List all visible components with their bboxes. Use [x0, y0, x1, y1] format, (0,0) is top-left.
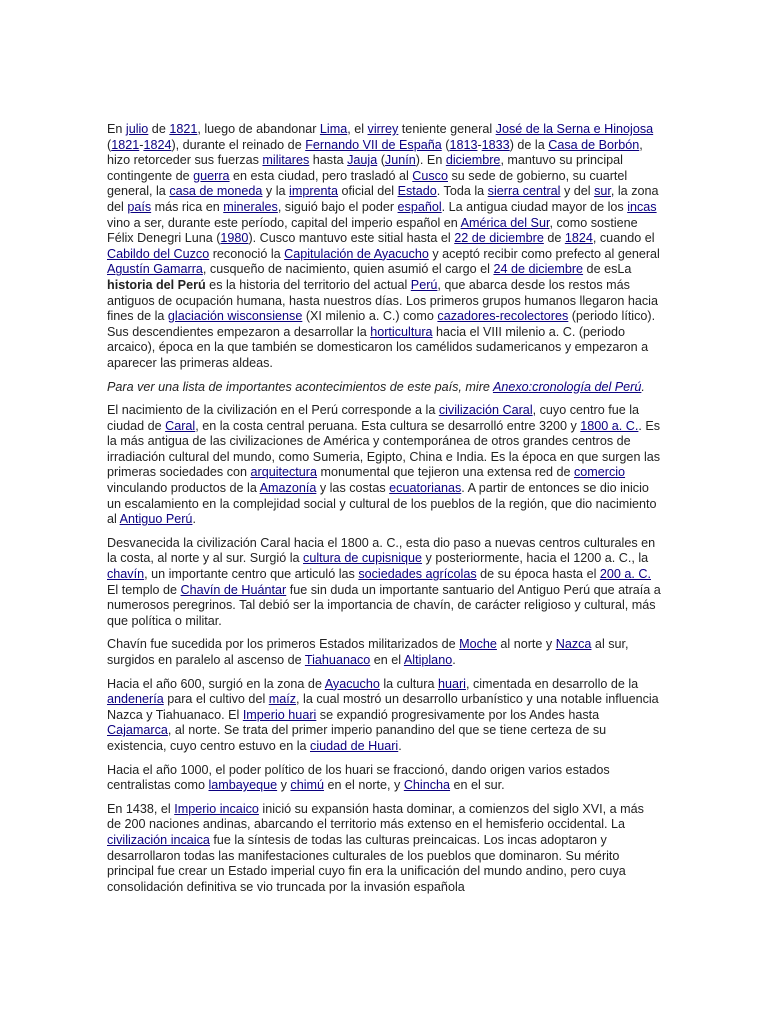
wiki-link[interactable]: ecuatorianas: [389, 481, 462, 496]
wiki-link[interactable]: Moche: [459, 637, 497, 652]
wiki-link[interactable]: José de la Serna e Hinojosa: [495, 122, 654, 136]
text-run: de: [148, 122, 170, 136]
text-run: Hacia el año 600, surgió en la zona de: [107, 676, 325, 691]
wiki-link[interactable]: 1980: [220, 231, 249, 246]
text-run: , cimentada en desarrollo de la: [465, 676, 639, 691]
wiki-link[interactable]: casa de moneda: [169, 184, 263, 199]
article-paragraph: [107, 122, 661, 372]
wiki-link[interactable]: Cajamarca: [107, 723, 168, 738]
wiki-link[interactable]: 1821: [111, 137, 140, 152]
wiki-link[interactable]: Imperio huari: [242, 707, 317, 722]
text-run: , que abarca desde los restos más antiguos de ocupación humana, hasta nuestros días. Los primeros grupos humanos llegaron hacia fines de la: [107, 277, 658, 324]
wiki-link[interactable]: Jauja: [347, 153, 378, 168]
text-run: para el cultivo del: [163, 692, 269, 707]
article-paragraph: [107, 763, 661, 794]
text-run: y posteriormente, hacia el 1200 a. C., la: [422, 551, 649, 566]
wiki-link[interactable]: Imperio incaico: [174, 801, 259, 816]
text-run: . La antigua ciudad mayor de los: [441, 199, 628, 214]
article-paragraph: [107, 802, 661, 896]
text-run: la cultura: [379, 676, 438, 691]
text-run: , la zona del: [107, 184, 659, 214]
text-run: vino a ser, durante este período, capital del imperio español en: [107, 215, 461, 230]
wiki-link[interactable]: Amazonía: [259, 481, 317, 496]
text-run: se expandió progresivamente por los Andes hasta: [316, 707, 600, 722]
text-run: El templo de: [107, 582, 181, 597]
text-run: de esLa: [583, 262, 632, 277]
wiki-link[interactable]: chimú: [290, 778, 325, 793]
text-run: -: [139, 137, 144, 152]
text-run: ). Cusco mantuvo este sitial hasta el: [248, 231, 455, 246]
text-run: y aceptó recibir como prefecto al general: [428, 246, 660, 261]
wiki-link[interactable]: 1821: [169, 122, 198, 136]
wiki-link[interactable]: 1824: [143, 137, 172, 152]
wiki-link[interactable]: incas: [627, 199, 657, 214]
text-run: inició su expansión hasta dominar, a comienzos del siglo XVI, a más de 200 naciones andinas, abarcando el territorio más extenso en el hemisferio occidental. La: [107, 801, 644, 832]
wiki-link[interactable]: Estado: [397, 184, 437, 199]
text-run: ). En: [415, 153, 446, 168]
text-run: en el norte, y: [324, 778, 404, 793]
wiki-link[interactable]: Nazca: [555, 637, 592, 652]
text-run: es la historia del territorio del actual: [205, 277, 411, 292]
text-run: al norte y: [496, 637, 556, 652]
wiki-link[interactable]: Perú: [410, 277, 438, 292]
text-run: El nacimiento de la civilización en el Perú corresponde a la: [107, 403, 439, 418]
text-run: fue sin duda un importante santuario del Antiguo Perú que atraía a numerosos peregrinos. Tal debió ser la importancia de chavín, de carácter religioso y cultural, más que política o militar.: [107, 582, 661, 628]
wiki-link[interactable]: 24 de diciembre: [493, 262, 584, 277]
text-run: teniente general: [398, 122, 496, 136]
wiki-link[interactable]: Antiguo Perú: [119, 512, 193, 527]
wiki-link[interactable]: guerra: [193, 168, 230, 183]
text-run: , la cual mostró un desarrollo urbanístico y una notable influencia Nazca y Tiahuanaco. El: [107, 692, 659, 722]
wiki-link[interactable]: cultura de cupisnique: [303, 551, 423, 566]
wiki-link[interactable]: glaciación wisconsiense: [167, 309, 303, 324]
text-run: , en la costa central peruana. Esta cultura se desarrolló entre 3200 y: [195, 418, 581, 433]
text-run: .: [398, 738, 402, 753]
text-run: , cuyo centro fue la ciudad de: [107, 403, 640, 433]
text-run: En 1438, el: [107, 801, 175, 816]
text-run: de: [543, 231, 565, 246]
text-run: . A partir de entonces se dio inicio un escalamiento en la complejidad social y cultural de los pueblos de la región, que dio nacimiento al: [107, 481, 657, 527]
wiki-link[interactable]: Tiahuanaco: [304, 653, 371, 667]
text-run: , cuando el: [592, 231, 655, 246]
wiki-link[interactable]: Caral: [165, 418, 196, 433]
text-run: fue la síntesis de todas las culturas preincaicas. Los incas adoptaron y desarrollaron todas las manifestaciones culturales de los pueblos que dominaron. Su mérito principal fue crear un Estado imperial cuyo fin era la unificación del mundo andino, pero cuya consolidación definitiva se vio truncada por la invasión española: [107, 832, 626, 894]
wiki-link[interactable]: español: [397, 199, 442, 214]
article-paragraph: [107, 637, 661, 668]
text-run: en esta ciudad, pero trasladó al: [229, 168, 413, 183]
wiki-link[interactable]: Lima: [319, 122, 348, 136]
text-run: (: [377, 153, 385, 168]
text-run: , un importante centro que articuló las: [144, 567, 359, 582]
wiki-link[interactable]: horticultura: [370, 324, 433, 339]
wiki-link[interactable]: 1824: [564, 231, 593, 246]
wiki-link[interactable]: Ayacucho: [324, 676, 380, 691]
wiki-link[interactable]: maíz: [268, 692, 297, 707]
wiki-link[interactable]: Chincha: [403, 778, 451, 793]
wiki-link[interactable]: 200 a. C.: [599, 567, 651, 582]
text-run: (: [107, 137, 112, 152]
text-run: hasta: [309, 153, 348, 168]
text-run: ), durante el reinado de: [171, 137, 306, 152]
text-run: más rica en: [151, 199, 224, 214]
wiki-link[interactable]: civilización incaica: [107, 832, 210, 847]
text-run: . Es la más antigua de las civilizaciones de América y contemporánea de otros grandes centros de irradiación cultural del mundo, como Sumeria, Egipto, China e India. Es la época en que surgen las primeras sociedades con: [107, 418, 661, 480]
text-run: Chavín fue sucedida por los primeros Estados militarizados de: [107, 637, 460, 652]
wiki-link[interactable]: 1800 a. C.: [580, 418, 639, 433]
wiki-link[interactable]: Altiplano: [403, 653, 453, 667]
article-paragraph: [107, 677, 661, 755]
text-run: , al norte. Se trata del primer imperio panandino del que se tiene certeza de su existencia, cuyo centro estuvo en la: [107, 723, 607, 753]
text-run: , el: [347, 122, 368, 136]
wiki-link[interactable]: militares: [262, 153, 310, 168]
text-run: en el sur.: [450, 778, 505, 793]
text-run: .: [192, 512, 196, 527]
text-run: vinculando productos de la: [107, 481, 260, 496]
wiki-link[interactable]: huari: [437, 676, 466, 691]
text-run: , hizo retorceder sus fuerzas: [107, 137, 643, 168]
bold-term: historia del Perú: [107, 277, 206, 292]
wiki-link[interactable]: julio: [125, 122, 149, 136]
text-run: (XI milenio a. C.) como: [302, 309, 438, 324]
text-run: (periodo lítico). Sus descendientes empezaron a desarrollar la: [107, 309, 656, 339]
article-body: [107, 122, 661, 903]
text-run: en el: [370, 653, 404, 667]
text-run: Hacia el año 1000, el poder político de los huari se fraccionó, dando origen varios estados centralistas como: [107, 762, 610, 793]
text-run: , siguió bajo el poder: [277, 199, 398, 214]
wiki-link[interactable]: lambayeque: [208, 778, 278, 793]
wiki-link[interactable]: Anexo:cronología del Perú: [492, 379, 642, 394]
text-run: y la: [262, 184, 290, 199]
wiki-link[interactable]: comercio: [573, 465, 626, 480]
text-run: .: [641, 379, 645, 394]
text-run: de su época hasta el: [476, 567, 600, 582]
wiki-link[interactable]: Chavín de Huántar: [180, 582, 287, 597]
wiki-link[interactable]: cazadores-recolectores: [437, 309, 569, 324]
wiki-link[interactable]: Casa de Borbón: [548, 137, 640, 152]
wiki-link[interactable]: América del Sur: [460, 215, 550, 230]
wiki-link[interactable]: Cabildo del Cuzco: [107, 246, 210, 261]
wiki-link[interactable]: sierra central: [487, 184, 561, 199]
wiki-link[interactable]: andenería: [107, 692, 164, 707]
text-run: -: [477, 137, 482, 152]
text-run: reconoció la: [209, 246, 285, 261]
wiki-link[interactable]: sociedades agrícolas: [358, 567, 477, 582]
text-run: .: [452, 653, 456, 667]
wiki-link[interactable]: ciudad de Huari: [310, 738, 399, 753]
text-run: (: [441, 137, 450, 152]
text-run: Desvanecida la civilización Caral hacia el 1800 a. C., esta dio paso a nuevas centros culturales en la costa, al norte y al sur. Surgió la: [107, 535, 656, 566]
wiki-link[interactable]: Capitulación de Ayacucho: [284, 246, 429, 261]
text-run: su sede de gobierno, su cuartel general, la: [107, 168, 628, 199]
wiki-link[interactable]: Fernando VII de España: [305, 137, 442, 152]
wiki-link[interactable]: sur: [594, 184, 611, 199]
wiki-link[interactable]: virrey: [367, 122, 399, 136]
wiki-link[interactable]: diciembre: [445, 153, 501, 168]
text-run: . Toda la: [436, 184, 488, 199]
wiki-link[interactable]: arquitectura: [250, 465, 318, 480]
text-run: ) de la: [509, 137, 549, 152]
text-run: En: [107, 122, 126, 136]
wiki-link[interactable]: 1833: [481, 137, 510, 152]
text-run: , mantuvo su principal contingente de: [107, 153, 623, 183]
wiki-link[interactable]: Junín: [384, 153, 416, 168]
wiki-link[interactable]: imprenta: [289, 184, 339, 199]
article-paragraph: [107, 536, 661, 630]
wiki-link[interactable]: Agustín Gamarra: [107, 262, 203, 277]
see-also-note: [107, 380, 661, 396]
wiki-link[interactable]: chavín: [107, 567, 145, 582]
wiki-link[interactable]: minerales: [223, 199, 278, 214]
text-run: y del: [560, 184, 595, 199]
text-run: , luego de abandonar: [197, 122, 320, 136]
text-run: , como sostiene Félix Denegri Luna (: [107, 215, 638, 246]
wiki-link[interactable]: país: [127, 199, 152, 214]
text-run: y: [277, 778, 291, 793]
wiki-link[interactable]: 1813: [449, 137, 478, 152]
text-run: , cusqueño de nacimiento, quien asumió el cargo el: [202, 262, 494, 277]
text-run: oficial del: [338, 184, 398, 199]
wiki-link[interactable]: Cusco: [412, 168, 448, 183]
text-run: Para ver una lista de importantes acontecimientos de este país, mire: [107, 379, 493, 394]
text-run: hacia el VIII milenio a. C. (periodo arcaico), época en la que también se domesticaron los camélidos sudamericanos y empezaron a aparecer las primeras aldeas.: [107, 324, 649, 370]
text-run: y las costas: [316, 481, 390, 496]
wiki-link[interactable]: 22 de diciembre: [454, 231, 544, 246]
article-paragraph: [107, 403, 661, 528]
wiki-link[interactable]: civilización Caral: [438, 403, 533, 418]
text-run: al sur, surgidos en paralelo al ascenso de: [107, 637, 629, 667]
text-run: monumental que tejieron una extensa red de: [317, 465, 574, 480]
